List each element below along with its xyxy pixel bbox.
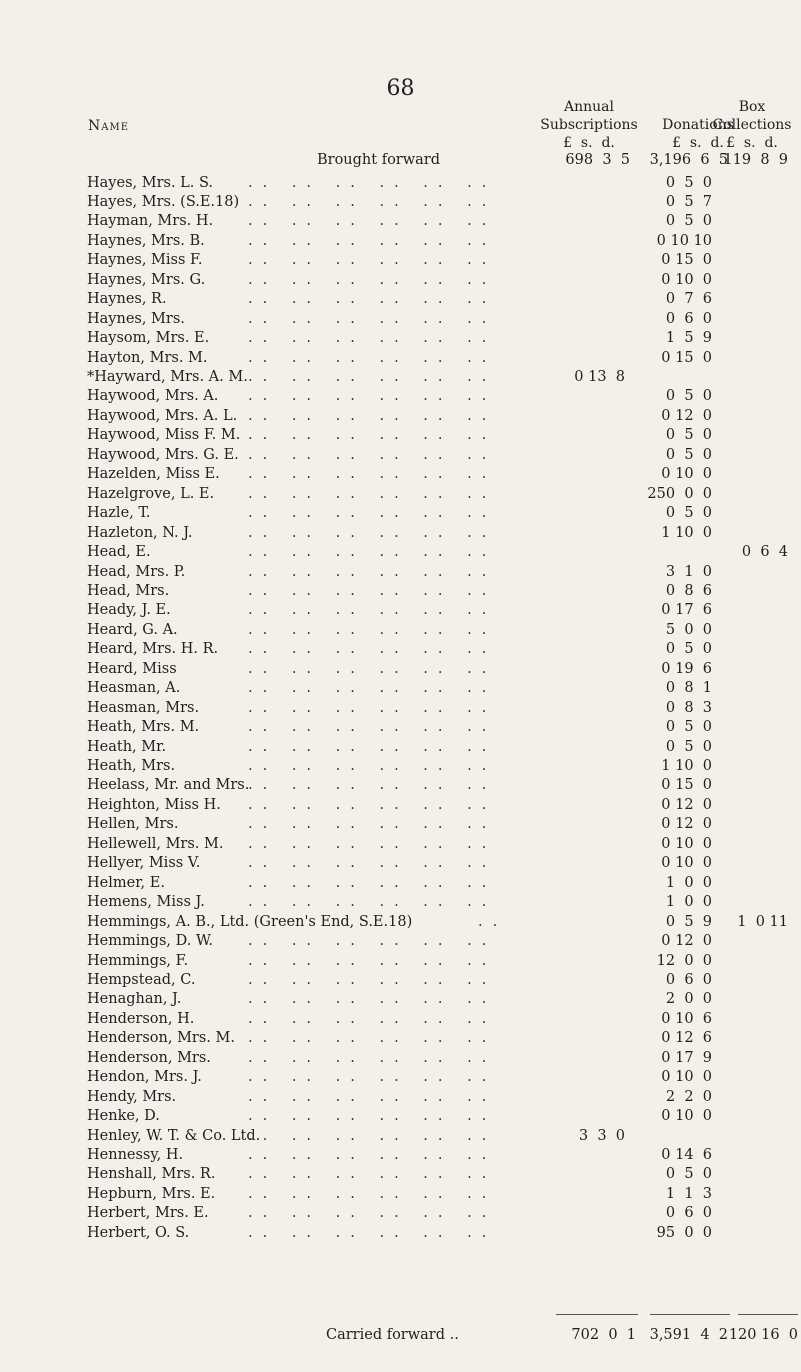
donation-amount: 0 5 0 <box>665 213 712 230</box>
box-collection-amount: 1 0 11 <box>737 913 788 930</box>
leader-dots: .. .. .. .. .. .. <box>248 1166 497 1183</box>
leader-dots: .. .. .. .. .. .. <box>248 1185 497 1202</box>
table-row <box>0 1028 801 1048</box>
contributor-name: Heard, Miss <box>87 660 177 677</box>
donation-amount: 1 10 0 <box>661 524 712 541</box>
donation-amount: 1 0 0 <box>665 874 712 891</box>
total-rule-subscriptions <box>556 1314 638 1315</box>
leader-dots: .. <box>478 913 508 930</box>
table-row <box>0 328 801 348</box>
box-collections-header-units: £ s. d. <box>726 135 778 151</box>
donation-amount: 1 5 9 <box>665 330 712 347</box>
contributor-name: Hendon, Mrs. J. <box>87 1069 202 1086</box>
leader-dots: .. .. .. .. .. .. <box>248 563 497 580</box>
table-row <box>0 1048 801 1068</box>
leader-dots: .. .. .. .. .. .. <box>248 680 497 697</box>
leader-dots: .. .. .. .. .. .. <box>248 1205 497 1222</box>
contributor-name: Haynes, R. <box>87 291 167 308</box>
leader-dots: .. .. .. .. .. .. <box>248 446 497 463</box>
total-rule-donations <box>650 1314 730 1315</box>
leader-dots: .. .. .. .. .. .. <box>248 894 497 911</box>
contributor-name: Heard, G. A. <box>87 621 178 638</box>
leader-dots: .. .. .. .. .. .. <box>248 758 497 774</box>
leader-dots: .. .. .. .. .. .. <box>248 971 497 988</box>
leader-dots: .. .. .. .. .. .. <box>248 1088 497 1105</box>
table-row <box>0 795 801 815</box>
table-row <box>0 464 801 484</box>
contributor-name: Hendy, Mrs. <box>87 1088 177 1105</box>
contributor-name: Herbert, Mrs. E. <box>87 1205 209 1222</box>
table-row <box>0 951 801 971</box>
leader-dots: .. .. .. .. .. .. <box>248 933 497 950</box>
donation-amount: 0 8 3 <box>665 699 712 716</box>
contributor-name: Heath, Mr. <box>87 738 167 755</box>
donation-amount: 0 12 0 <box>661 407 712 424</box>
donation-amount: 0 12 6 <box>661 1030 712 1047</box>
donation-amount: 0 10 0 <box>661 271 712 288</box>
table-row <box>0 639 801 659</box>
contributor-name: Haynes, Miss F. <box>87 252 203 269</box>
donation-amount: 1 1 3 <box>665 1185 712 1202</box>
contributor-name: Heelass, Mr. and Mrs. <box>87 777 250 794</box>
contributor-name: Heath, Mrs. <box>87 758 176 774</box>
table-row <box>0 309 801 329</box>
leader-dots: .. .. .. .. .. .. <box>248 835 497 852</box>
annual-subscriptions-header-units: £ s. d. <box>563 135 615 151</box>
box-collection-amount: 0 6 4 <box>741 544 788 561</box>
donation-amount: 0 10 0 <box>661 1108 712 1125</box>
donation-amount: 0 5 9 <box>665 913 712 930</box>
leader-dots: .. .. .. .. .. .. <box>248 291 497 308</box>
donation-amount: 0 8 1 <box>665 680 712 697</box>
box-collections-header-line2: Collections <box>712 117 792 133</box>
leader-dots: .. .. .. .. .. .. <box>248 427 497 444</box>
page-number: 68 <box>386 76 415 101</box>
table-row <box>0 970 801 990</box>
leader-dots: .. .. .. .. .. .. <box>248 174 497 191</box>
brought-forward-box: 119 8 9 <box>723 152 788 168</box>
donation-amount: 0 14 6 <box>661 1147 712 1163</box>
leader-dots: .. .. .. .. .. .. <box>248 1147 497 1163</box>
table-row <box>0 678 801 698</box>
donation-amount: 0 5 0 <box>665 446 712 463</box>
leader-dots: .. .. .. .. .. .. <box>248 991 497 1008</box>
donation-amount: 0 5 0 <box>665 719 712 736</box>
contributor-name: Haywood, Miss F. M. <box>87 427 241 444</box>
contributor-name: Head, Mrs. <box>87 582 170 599</box>
leader-dots: .. .. .. .. .. .. <box>248 1127 497 1144</box>
contributor-name: Heighton, Miss H. <box>87 796 221 813</box>
table-row <box>0 814 801 834</box>
table-row <box>0 1106 801 1126</box>
leader-dots: .. .. .. .. .. .. <box>248 582 497 599</box>
contributor-name: Hazelgrove, L. E. <box>87 485 215 502</box>
table-row <box>0 1223 801 1243</box>
leader-dots: .. .. .. .. .. .. <box>248 330 497 347</box>
carried-forward-subscriptions: 702 0 1 <box>571 1327 636 1343</box>
leader-dots: .. .. .. .. .. .. <box>248 524 497 541</box>
brought-forward-subscriptions: 698 3 5 <box>565 152 630 168</box>
leader-dots: .. .. .. .. .. .. <box>248 544 497 561</box>
leader-dots: .. .. .. .. .. .. <box>248 874 497 891</box>
donation-amount: 0 15 0 <box>661 252 712 269</box>
contributor-name: Hazle, T. <box>87 505 151 522</box>
donation-amount: 0 15 0 <box>661 777 712 794</box>
contributor-name: Hellewell, Mrs. M. <box>87 835 224 852</box>
donation-amount: 0 12 0 <box>661 796 712 813</box>
contributor-name: Heath, Mrs. M. <box>87 719 200 736</box>
table-row <box>0 1009 801 1029</box>
table-row <box>0 425 801 445</box>
box-collections-header-line1: Box <box>738 99 766 115</box>
donation-amount: 1 0 0 <box>665 894 712 911</box>
contributor-name: Hempstead, C. <box>87 971 196 988</box>
donation-amount: 2 0 0 <box>665 991 712 1008</box>
contributor-name: Henshall, Mrs. R. <box>87 1166 216 1183</box>
contributor-name: Haywood, Mrs. A. <box>87 388 219 405</box>
table-row <box>0 173 801 193</box>
leader-dots: .. .. .. .. .. .. <box>248 193 497 210</box>
leader-dots: .. .. .. .. .. .. <box>248 505 497 522</box>
table-row <box>0 386 801 406</box>
leader-dots: .. .. .. .. .. .. <box>248 310 497 327</box>
box-collections-header <box>705 98 799 152</box>
table-row <box>0 1203 801 1223</box>
brought-forward-label: Brought forward <box>316 152 440 168</box>
contributor-name: Hayes, Mrs. L. S. <box>87 174 214 191</box>
contributor-name: Hellyer, Miss V. <box>87 855 201 872</box>
contributor-name: Henke, D. <box>87 1108 160 1125</box>
leader-dots: .. .. .. .. .. .. <box>248 621 497 638</box>
table-row <box>0 231 801 251</box>
donation-amount: 0 5 0 <box>665 738 712 755</box>
subscription-amount: 0 13 8 <box>574 369 625 385</box>
leader-dots: .. .. .. .. .. .. <box>248 952 497 969</box>
table-row <box>0 581 801 601</box>
donation-amount: 0 10 6 <box>661 1010 712 1027</box>
donation-amount: 0 5 0 <box>665 388 712 405</box>
donation-amount: 0 17 6 <box>661 602 712 619</box>
leader-dots: .. .. .. .. .. .. <box>248 349 497 366</box>
donation-amount: 0 6 0 <box>665 1205 712 1222</box>
table-row <box>0 270 801 290</box>
table-row <box>0 445 801 465</box>
contributor-name: Haynes, Mrs. <box>87 310 185 327</box>
brought-forward-donations: 3,196 6 5 <box>649 152 728 168</box>
contributor-name: Hellen, Mrs. <box>87 816 179 833</box>
contributor-name: Henley, W. T. & Co. Ltd. <box>87 1127 261 1144</box>
table-row <box>0 912 801 932</box>
table-row <box>0 406 801 426</box>
table-row <box>0 1164 801 1184</box>
donation-amount: 0 7 6 <box>665 291 712 308</box>
carried-forward-label: Carried forward .. <box>326 1327 459 1343</box>
contributor-name: Henderson, H. <box>87 1010 195 1027</box>
contributor-name: Hemmings, A. B., Ltd. (Green's End, S.E.18) <box>87 913 413 930</box>
carried-forward-donations: 3,591 4 2 <box>649 1327 728 1343</box>
leader-dots: .. .. .. .. .. .. <box>248 232 497 249</box>
table-row <box>0 1184 801 1204</box>
leader-dots: .. .. .. .. .. .. <box>248 1030 497 1047</box>
table-row <box>0 756 801 776</box>
donations-header-units: £ s. d. <box>672 135 724 151</box>
contributor-name: Hemmings, D. W. <box>87 933 213 950</box>
table-row <box>0 620 801 640</box>
table-row <box>0 1126 801 1146</box>
leader-dots: .. .. .. .. .. .. <box>248 777 497 794</box>
table-row <box>0 834 801 854</box>
donation-amount: 12 0 0 <box>656 952 712 969</box>
leader-dots: .. .. .. .. .. .. <box>248 602 497 619</box>
donation-amount: 0 12 0 <box>661 816 712 833</box>
total-rule-box <box>738 1314 798 1315</box>
leader-dots: .. .. .. .. .. .. <box>248 407 497 424</box>
table-row <box>0 211 801 231</box>
leader-dots: .. .. .. .. .. .. <box>248 660 497 677</box>
leader-dots: .. .. .. .. .. .. <box>248 252 497 269</box>
leader-dots: .. .. .. .. .. .. <box>248 719 497 736</box>
contributor-name: Helmer, E. <box>87 874 165 891</box>
donation-amount: 0 10 0 <box>661 1069 712 1086</box>
donation-amount: 0 6 0 <box>665 971 712 988</box>
contributor-name: Hayman, Mrs. H. <box>87 213 214 230</box>
donation-amount: 0 19 6 <box>661 660 712 677</box>
leader-dots: .. .. .. .. .. .. <box>248 641 497 658</box>
donation-amount: 0 5 0 <box>665 427 712 444</box>
contributor-name: Haysom, Mrs. E. <box>87 330 210 347</box>
donation-amount: 0 10 10 <box>656 232 712 249</box>
table-row <box>0 542 801 562</box>
contributor-name: Henderson, Mrs. M. <box>87 1030 235 1047</box>
contributor-name: Heasman, A. <box>87 680 181 697</box>
carried-forward-box: 120 16 0 <box>728 1327 798 1343</box>
contributor-name: Hemmings, F. <box>87 952 189 969</box>
donation-amount: 0 10 0 <box>661 466 712 483</box>
table-row <box>0 600 801 620</box>
contributor-name: Haynes, Mrs. B. <box>87 232 205 249</box>
table-row <box>0 484 801 504</box>
leader-dots: .. .. .. .. .. .. <box>248 699 497 716</box>
contributor-name: Hayton, Mrs. M. <box>87 349 208 366</box>
donation-amount: 250 0 0 <box>647 485 712 502</box>
contributor-name: *Hayward, Mrs. A. M. <box>87 369 248 385</box>
leader-dots: .. .. .. .. .. .. <box>248 1010 497 1027</box>
leader-dots: .. .. .. .. .. .. <box>248 1108 497 1125</box>
table-row <box>0 192 801 212</box>
table-row <box>0 1145 801 1165</box>
table-row <box>0 873 801 893</box>
donation-amount: 5 0 0 <box>665 621 712 638</box>
contributor-name: Heady, J. E. <box>87 602 171 619</box>
leader-dots: .. .. .. .. .. .. <box>248 1069 497 1086</box>
table-row <box>0 289 801 309</box>
table-row <box>0 931 801 951</box>
contributor-name: Head, Mrs. P. <box>87 563 186 580</box>
table-row <box>0 367 801 387</box>
table-row <box>0 523 801 543</box>
table-row <box>0 1087 801 1107</box>
contributor-name: Heard, Mrs. H. R. <box>87 641 219 658</box>
contributor-name: Haywood, Mrs. A. L. <box>87 407 238 424</box>
donation-amount: 95 0 0 <box>656 1224 712 1241</box>
contributor-name: Henderson, Mrs. <box>87 1049 211 1066</box>
contributor-name: Hazelden, Miss E. <box>87 466 220 483</box>
contributor-name: Head, E. <box>87 544 151 561</box>
donation-amount: 0 6 0 <box>665 310 712 327</box>
table-row <box>0 503 801 523</box>
leader-dots: .. .. .. .. .. .. <box>248 1049 497 1066</box>
table-row <box>0 717 801 737</box>
leader-dots: .. .. .. .. .. .. <box>248 796 497 813</box>
donations-header-line2: Donations <box>662 117 734 133</box>
leader-dots: .. .. .. .. .. .. <box>248 466 497 483</box>
leader-dots: .. .. .. .. .. .. <box>248 369 497 385</box>
donation-amount: 0 17 9 <box>661 1049 712 1066</box>
contributor-name: Henaghan, J. <box>87 991 182 1008</box>
table-row <box>0 737 801 757</box>
leader-dots: .. .. .. .. .. .. <box>248 738 497 755</box>
contributor-name: Haywood, Mrs. G. E. <box>87 446 239 463</box>
table-row <box>0 562 801 582</box>
contributor-name: Hepburn, Mrs. E. <box>87 1185 216 1202</box>
contributor-name: Haynes, Mrs. G. <box>87 271 206 288</box>
table-row <box>0 853 801 873</box>
leader-dots: .. .. .. .. .. .. <box>248 213 497 230</box>
leader-dots: .. .. .. .. .. .. <box>248 816 497 833</box>
donation-amount: 0 5 7 <box>665 193 712 210</box>
leader-dots: .. .. .. .. .. .. <box>248 855 497 872</box>
donation-amount: 0 15 0 <box>661 349 712 366</box>
table-row <box>0 1067 801 1087</box>
table-row <box>0 698 801 718</box>
donation-amount: 0 5 0 <box>665 641 712 658</box>
donation-amount: 0 8 6 <box>665 582 712 599</box>
donation-amount: 0 5 0 <box>665 1166 712 1183</box>
donation-amount: 0 5 0 <box>665 505 712 522</box>
subscription-amount: 3 3 0 <box>578 1127 625 1144</box>
leader-dots: .. .. .. .. .. .. <box>248 485 497 502</box>
contributor-name: Hennessy, H. <box>87 1147 184 1163</box>
contributor-name: Herbert, O. S. <box>87 1224 190 1241</box>
table-row <box>0 348 801 368</box>
leader-dots: .. .. .. .. .. .. <box>248 388 497 405</box>
contributor-name: Hemens, Miss J. <box>87 894 205 911</box>
table-row <box>0 989 801 1009</box>
name-column-header: Name <box>88 118 130 134</box>
annual-subscriptions-header-line2: Subscriptions <box>540 117 638 133</box>
donation-amount: 0 10 0 <box>661 855 712 872</box>
annual-subscriptions-header-line1: Annual <box>564 99 614 115</box>
contributor-name: Hazleton, N. J. <box>87 524 193 541</box>
table-row <box>0 659 801 679</box>
leader-dots: .. .. .. .. .. .. <box>248 1224 497 1241</box>
table-row <box>0 775 801 795</box>
donation-amount: 1 10 0 <box>661 758 712 774</box>
table-row <box>0 250 801 270</box>
donation-amount: 0 12 0 <box>661 933 712 950</box>
donation-amount: 3 1 0 <box>665 563 712 580</box>
table-row <box>0 892 801 912</box>
leader-dots: .. .. .. .. .. .. <box>248 271 497 288</box>
donation-amount: 0 10 0 <box>661 835 712 852</box>
donation-amount: 2 2 0 <box>665 1088 712 1105</box>
donation-amount: 0 5 0 <box>665 174 712 191</box>
annual-subscriptions-header <box>527 98 651 152</box>
contributor-name: Hayes, Mrs. (S.E.18) <box>87 193 240 210</box>
contributor-name: Heasman, Mrs. <box>87 699 200 716</box>
